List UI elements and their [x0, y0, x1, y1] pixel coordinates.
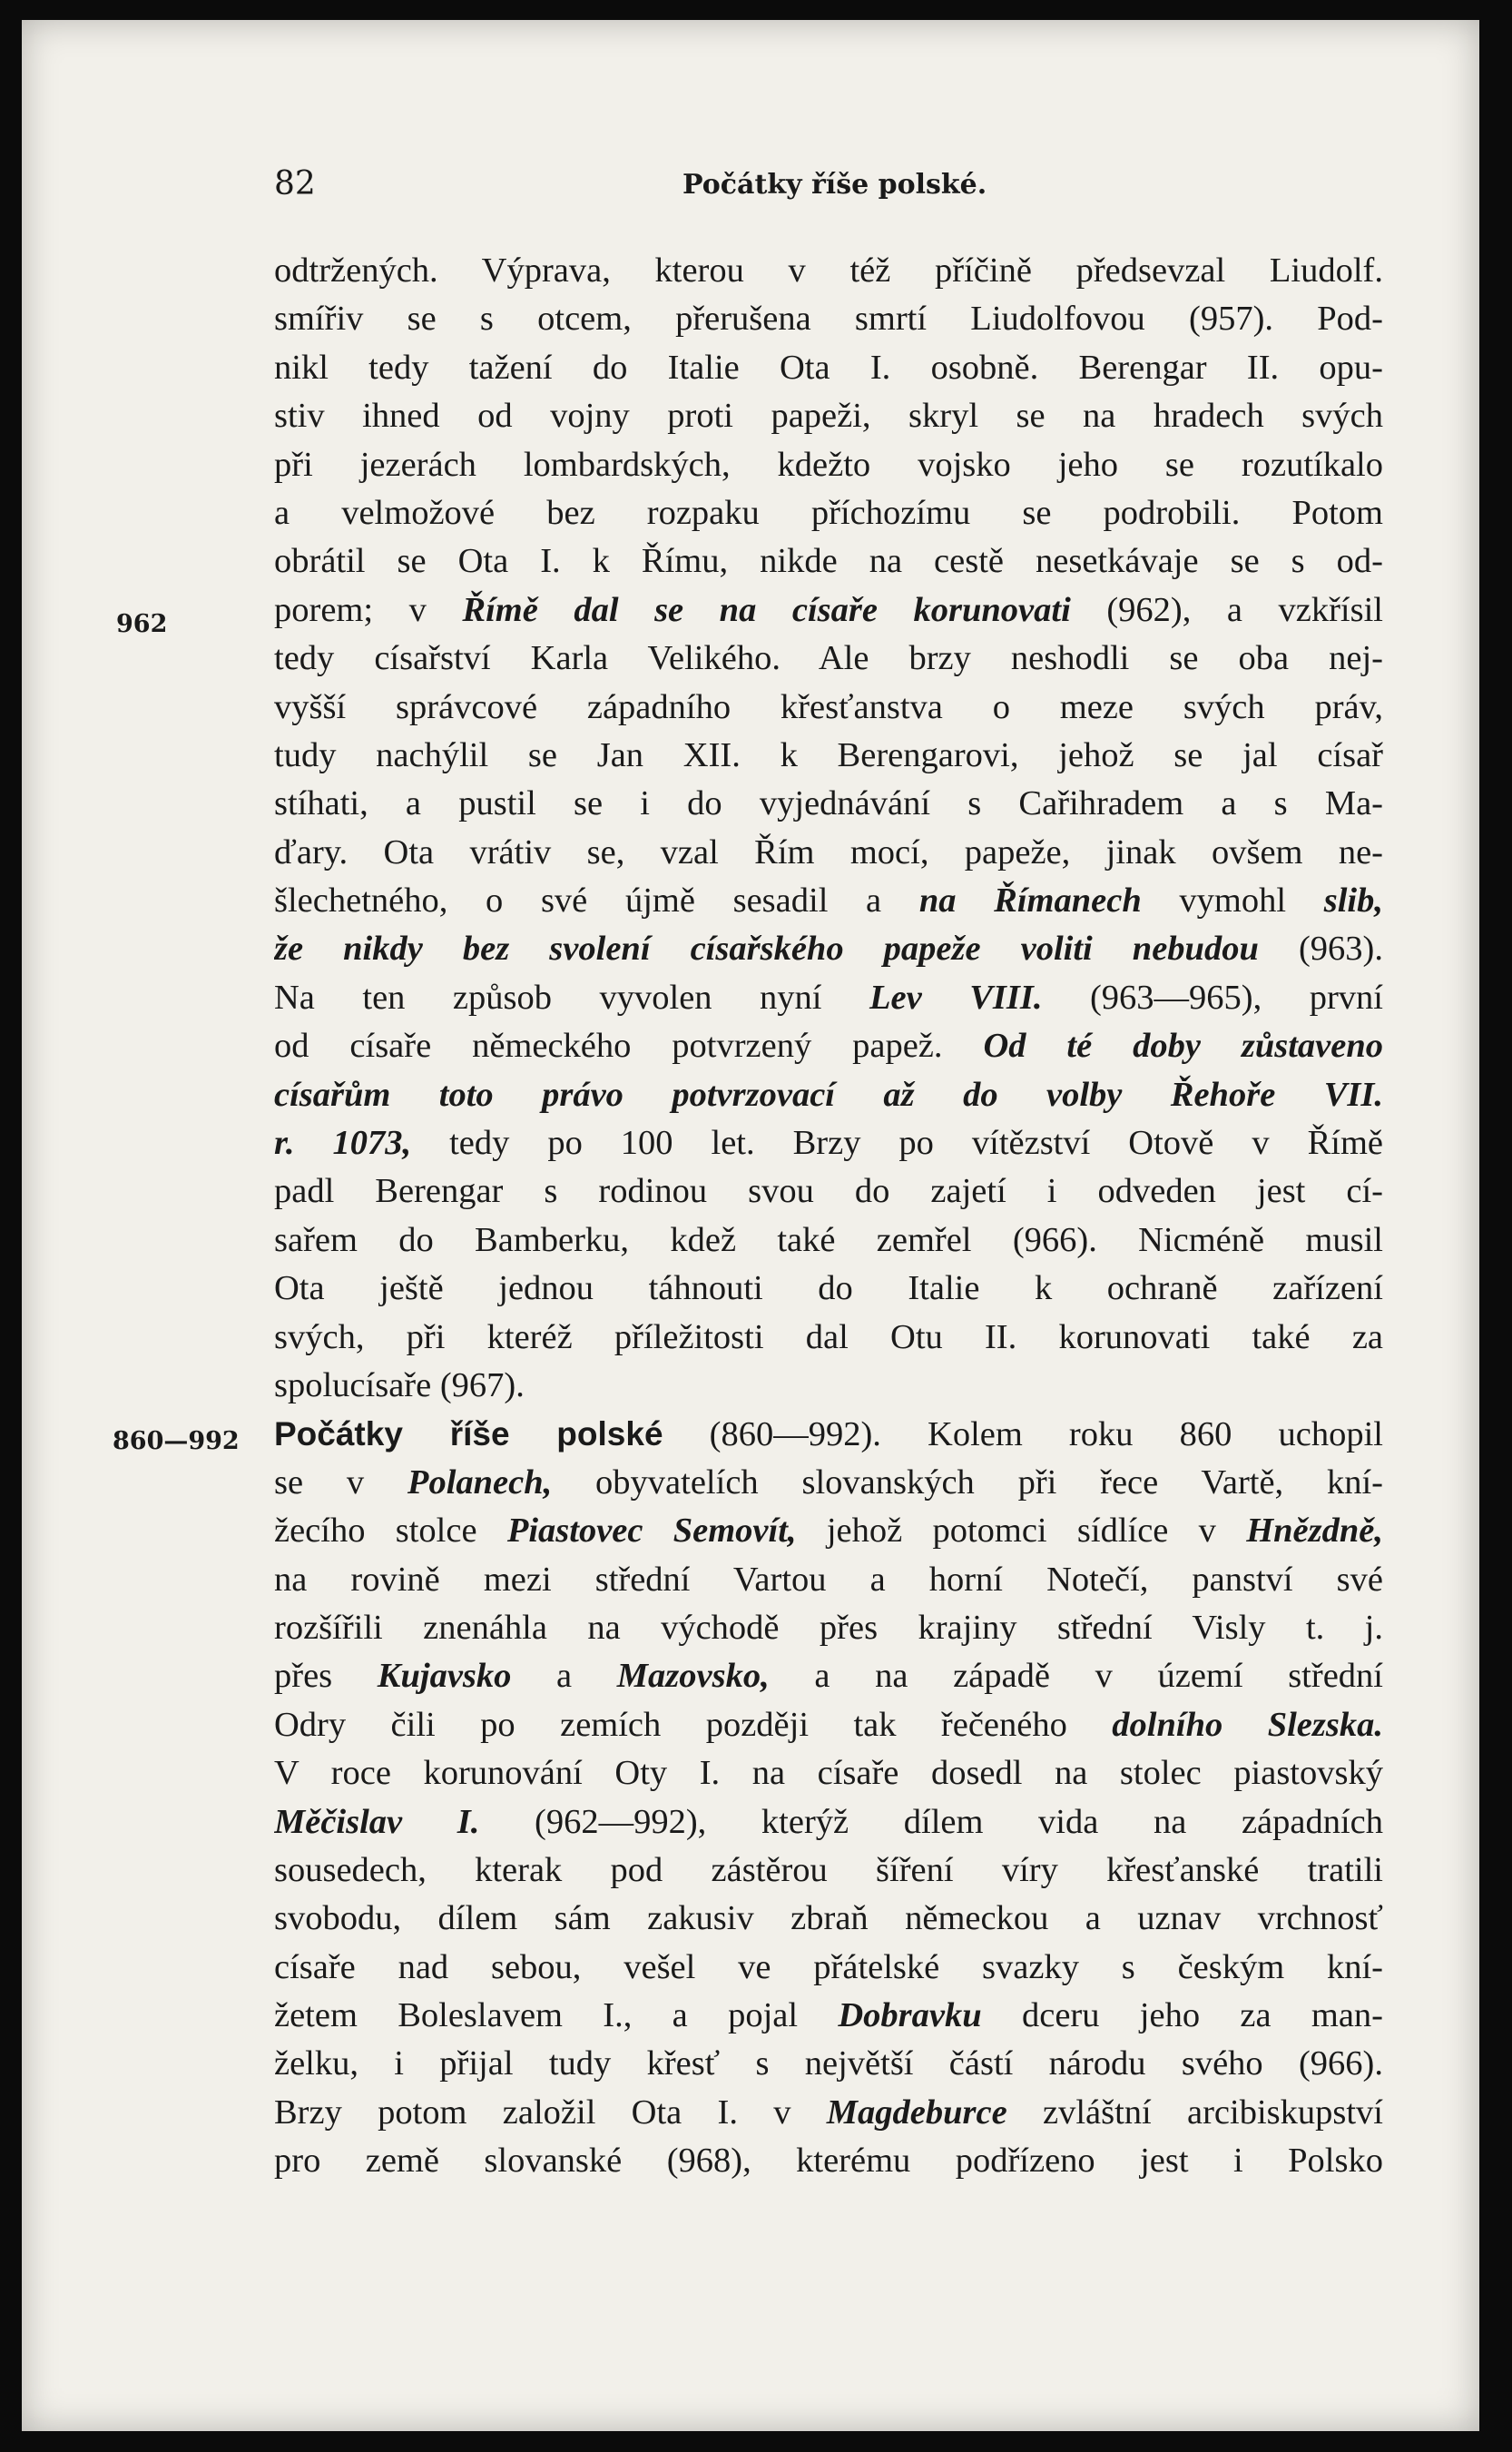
text-line: vyšší správcové západního křesťanstva o meze svých práv, [274, 687, 1383, 726]
text-run: zvláštní arcibiskupství [1006, 2093, 1383, 2132]
text-run: obyvatelích slovanských při řece Vartě, kní- [552, 1462, 1383, 1502]
text-line: spolucísaře (967). [274, 1365, 525, 1404]
text-run: vymohl [1141, 881, 1324, 921]
text-line: pro země slovanské (968), kterému podřízeno jest i Polsko [274, 2142, 1383, 2181]
body-text [274, 247, 1383, 2186]
text-run: šlechetného, o své újmě sesadil a [274, 881, 919, 921]
text-line: odtržených. Výprava, kterou v též příčině předsevzal Liudolf. [274, 251, 1383, 290]
text-line: smířiv se s otcem, přerušena smrtí Liudolfovou (957). Pod- [274, 300, 1383, 339]
text-run: se v [274, 1462, 407, 1502]
emphasis-text: Od té doby zůstaveno [983, 1027, 1383, 1066]
text-line: stiv ihned od vojny proti papeži, skryl se na hradech svých [274, 397, 1383, 436]
emphasis-text: dolního Slezska. [1112, 1705, 1383, 1744]
text-line: rozšířili znenáhla na východě přes krajiny střední Visly t. j. [274, 1608, 1383, 1647]
emphasis-text: císařům toto právo potvrzovací až do volby Řehoře VII. [274, 1075, 1383, 1114]
text-run: žecího stolce [274, 1512, 507, 1551]
emphasis-text: slib, [1323, 881, 1383, 921]
text-run: Na ten způsob vyvolen nyní [274, 978, 869, 1017]
emphasis-text: že nikdy bez svolení císařského papeže voliti nebudou [274, 930, 1259, 969]
text-run: (963). [1258, 930, 1383, 969]
text-run: (962), a vzkřísil [1070, 590, 1383, 629]
text-line: a velmožové bez rozpaku příchozímu se podrobili. Potom [274, 493, 1383, 532]
emphasis-text: Mazovsko, [616, 1657, 770, 1696]
emphasis-text: Měčislav I. [274, 1802, 480, 1841]
text-run: přes [274, 1657, 378, 1696]
text-run: (962—992), kterýž dílem vida na západních [479, 1802, 1383, 1841]
margin-note-860-992: 860—992 [113, 1427, 240, 1455]
text-run: žetem Boleslavem I., a pojal [274, 1996, 839, 2035]
text-run: (963—965), první [1042, 978, 1383, 1017]
text-line [274, 1507, 1383, 1555]
text-line [274, 877, 1383, 925]
text-line [274, 1798, 1383, 1846]
text-line: stíhati, a pustil se i do vyjednávání s Cařihradem a s Ma- [274, 784, 1383, 823]
text-line [274, 925, 1383, 973]
emphasis-text: Polanech, [407, 1462, 553, 1502]
running-title: Počátky říše polské. [682, 169, 987, 201]
emphasis-text: Lev VIII. [869, 978, 1043, 1017]
text-line: nikl tedy tažení do Italie Ota I. osobně. Berengar II. opu- [274, 348, 1383, 387]
text-line [274, 586, 1383, 635]
text-run: Brzy potom založil Ota I. v [274, 2093, 827, 2132]
text-line: při jezerách lombardských, kdežto vojsko jeho se rozutíkalo [274, 445, 1383, 484]
text-line: tedy císařství Karla Velikého. Ale brzy neshodli se oba nej- [274, 639, 1383, 678]
emphasis-text: Římě dal se na císaře korunovati [462, 590, 1071, 629]
text-line: svobodu, dílem sám zakusiv zbraň německou a uznav vrchnosť [274, 1899, 1383, 1938]
text-run: jehož potomci sídlíce v [796, 1512, 1247, 1551]
emphasis-text: na Římanech [918, 881, 1142, 921]
text-line: padl Berengar s rodinou svou do zajetí i odveden jest cí- [274, 1172, 1383, 1211]
emphasis-text: Piastovec Semovít, [506, 1512, 797, 1551]
text-line [274, 1652, 1383, 1700]
text-line [274, 1459, 1383, 1507]
text-run: od císaře německého potvrzený papež. [274, 1027, 984, 1066]
text-run: (860—992). Kolem roku 860 uchopil [663, 1415, 1383, 1454]
text-line: tudy nachýlil se Jan XII. k Berengarovi, jehož se jal císař [274, 735, 1383, 774]
text-line: na rovině mezi střední Vartou a horní Notečí, panství své [274, 1560, 1383, 1599]
emphasis-text: Magdeburce [826, 2093, 1007, 2132]
text-line: císaře nad sebou, vešel ve přátelské svazky s českým kní- [274, 1947, 1383, 1986]
text-line [274, 1071, 1383, 1119]
text-run: a [511, 1657, 617, 1696]
text-line: želku, i přijal tudy křesť s největší částí národu svého (966). [274, 2044, 1383, 2083]
emphasis-text: Kujavsko [377, 1657, 512, 1696]
text-line [274, 1119, 1383, 1167]
margin-note-962: 962 [116, 610, 168, 638]
text-line: sařem do Bamberku, kdež také zemřel (966). Nicméně musil [274, 1220, 1383, 1259]
text-line: V roce korunování Oty I. na císaře dosedl na stolec piastovský [274, 1754, 1383, 1793]
text-run: Odry čili po zemích později tak řečeného [274, 1705, 1113, 1744]
section-heading: Počátky říše polské [274, 1415, 663, 1453]
text-line: sousedech, kterak pod zástěrou šíření víry křesťanské tratili [274, 1850, 1383, 1889]
section-heading-line [274, 1410, 1383, 1458]
page-header [274, 154, 1381, 209]
emphasis-text: Dobravku [838, 1996, 982, 2035]
text-line [274, 2089, 1383, 2137]
text-line: ďary. Ota vrátiv se, vzal Řím mocí, papeže, jinak ovšem ne- [274, 832, 1383, 871]
text-run: dceru jeho za man- [981, 1996, 1383, 2035]
emphasis-text: r. 1073, [274, 1124, 412, 1163]
text-run: porem; v [274, 590, 463, 629]
text-run: a na západě v území střední [769, 1657, 1383, 1696]
text-line [274, 974, 1383, 1022]
page-number: 82 [274, 165, 316, 202]
text-run: tedy po 100 let. Brzy po vítězství Otově v Římě [411, 1124, 1383, 1163]
text-line [274, 1701, 1383, 1749]
emphasis-text: Hnězdně, [1246, 1512, 1383, 1551]
text-line: svých, při kteréž příležitosti dal Otu II. korunovati také za [274, 1317, 1383, 1356]
text-line [274, 1992, 1383, 2040]
text-line: Ota ještě jednou táhnouti do Italie k ochraně zařízení [274, 1269, 1383, 1308]
book-page [22, 20, 1479, 2431]
text-line [274, 1022, 1383, 1070]
text-line: obrátil se Ota I. k Římu, nikde na cestě nesetkávaje se s od- [274, 542, 1383, 581]
